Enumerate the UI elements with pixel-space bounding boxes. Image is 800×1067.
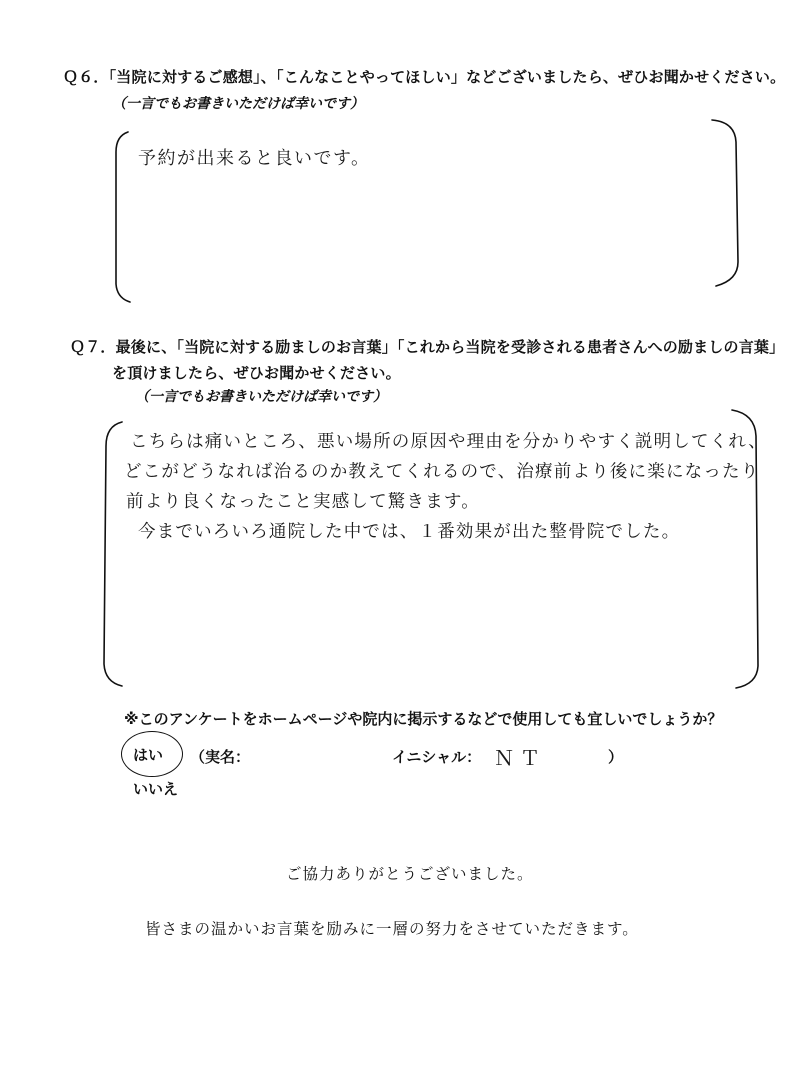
consent-no-option[interactable]: いいえ [133, 780, 179, 798]
close-paren: ） [608, 748, 624, 766]
q7-answer-line: どこがどうなれば治るのか教えてくれるので、治療前より後に楽になったり [124, 462, 760, 482]
real-name-label: （実名： [190, 748, 251, 766]
initial-label: イニシャル： [392, 748, 482, 766]
q6-answer: 予約が出来ると良いです。 [138, 148, 371, 169]
q6-left-bracket [116, 132, 130, 302]
q7-question-line1: Ｑ７．最後に、「当院に対する励ましのお言葉」「これから当院を受診される患者さんへの励ましの言葉」 [70, 338, 785, 356]
consent-question: ※このアンケートをホームページや院内に掲示するなどで使用しても宜しいでしょうか？ [124, 710, 723, 728]
closing-message: 皆さまの温かいお言葉を励みに一層の努力をさせていただきます。 [145, 920, 639, 938]
q7-question-line2: を頂けましたら、ぜひお聞かせください。 [112, 364, 401, 382]
q6-question: Ｑ６．「当院に対するご感想」、「こんなことやってほしい」などございましたら、ぜひお聞かせください。 [63, 68, 786, 86]
q7-answer-line: 今までいろいろ通院した中では、１番効果が出た整骨院でした。 [138, 522, 681, 542]
consent-yes-option[interactable]: はい [133, 746, 164, 764]
q6-right-bracket [712, 120, 738, 286]
initial-value: ＮＴ [494, 746, 546, 770]
closing-thanks: ご協力ありがとうございました。 [286, 865, 534, 883]
q7-note: （一言でもお書きいただけば幸いです） [135, 389, 387, 405]
q7-answer-line: 前より良くなったこと実感して驚きます。 [126, 492, 480, 512]
q7-answer-line: こちらは痛いところ、悪い場所の原因や理由を分かりやすく説明してくれ、 [130, 432, 767, 452]
q7-left-bracket [104, 422, 122, 686]
q6-note: （一言でもお書きいただけば幸いです） [112, 96, 364, 112]
